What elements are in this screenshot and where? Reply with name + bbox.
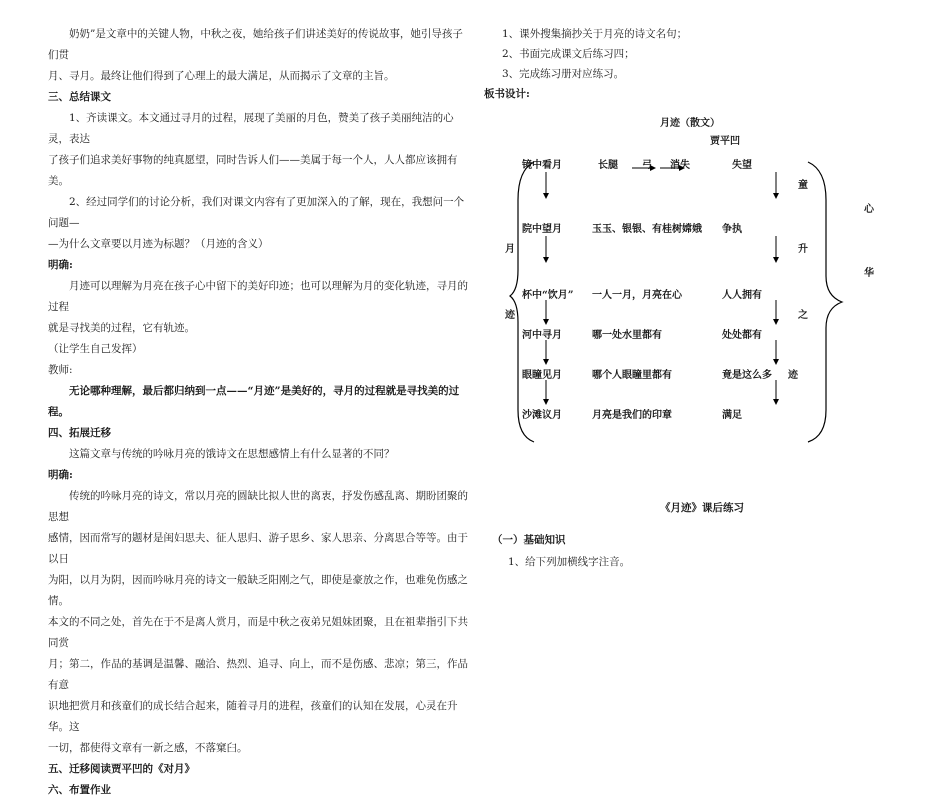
board-col1-item: 镜中看月: [522, 160, 562, 171]
board-col1-item: 杯中“饮月”: [522, 290, 574, 301]
board-left-char: 迹: [505, 310, 515, 321]
board-design-label: 板书设计:: [484, 88, 530, 100]
paragraph: 本文的不同之处，首先在于不是离人赏月，而是中秋之夜弟兄姐妹团聚，且在祖辈指引下共同赏: [48, 616, 468, 649]
conclusion: 无论哪种理解，最后都归纳到一点——“月迹”是美好的，寻月的过程就是寻找美的过程。: [48, 385, 460, 418]
board-col4-char: 迹: [788, 370, 798, 381]
board-col4-char: 升: [798, 244, 808, 255]
board-col1-item: 沙滩议月: [522, 410, 562, 421]
board-col2-item: 一人一月，月亮在心: [592, 290, 682, 301]
exercise-item: 1、给下列加横线字注音。: [508, 556, 631, 568]
paragraph: 月、寻月。最终让他们得到了心理上的最大满足，从而揭示了文章的主旨。: [48, 70, 395, 82]
board-col2-item: 哪一处水里都有: [592, 330, 662, 341]
board-col4-char: 童: [798, 180, 808, 191]
note: （让学生自己发挥）: [48, 343, 143, 355]
right-column: [484, 24, 904, 104]
paragraph: 为阳，以月为阴，因而吟咏月亮的诗文一般缺乏阳刚之气，即使是豪放之作，也难免伤感之情。: [48, 574, 468, 607]
paragraph: 了孩子们追求美好事物的纯真愿望，同时告诉人们——美属于每一个人，人人都应该拥有美。: [48, 154, 458, 187]
paragraph: 感情，因而常写的题材是闺妇思夫、征人思归、游子思乡、家人思亲、分离思合等等。由于以日: [48, 532, 468, 565]
board-col4-char: 之: [798, 310, 808, 321]
section-heading: 四、拓展迁移: [48, 427, 111, 439]
exercise-section-heading: （一）基础知识: [492, 534, 566, 546]
board-col1-item: 眼瞳见月: [522, 370, 562, 381]
exercise-title: 《月迹》课后练习: [660, 502, 744, 514]
board-title: 月迹（散文）: [660, 118, 720, 129]
paragraph: 月迹可以理解为月亮在孩子心中留下的美好印迹；也可以理解为月的变化轨迹，寻月的过程: [48, 280, 468, 313]
paragraph: 奶奶”是文章中的关键人物，中秋之夜，她给孩子们讲述美好的传说故事，她引导孩子们贯: [48, 28, 463, 61]
board-top-mid: 消失: [670, 160, 690, 171]
section-heading: 三、总结课文: [48, 91, 111, 103]
homework-item: 2、书面完成课文后练习四；: [502, 48, 635, 60]
board-col3-item: 竟是这么多: [722, 370, 772, 381]
board-col1-item: 院中望月: [522, 224, 562, 235]
board-col3-item: 争执: [722, 224, 742, 235]
board-col3-item: 失望: [732, 160, 752, 171]
board-top-mid: 弓: [642, 160, 652, 171]
board-author: 贾平凹: [710, 136, 740, 147]
paragraph: 月；第二，作品的基调是温馨、融洽、热烈、追寻、向上，而不是伤感、悲凉；第三，作品有意: [48, 658, 468, 691]
board-col2-item: 长腿: [598, 160, 618, 171]
board-col3-item: 满足: [722, 410, 742, 421]
section-heading: 六、布置作业: [48, 784, 111, 796]
paragraph: 就是寻找美的过程，它有轨迹。: [48, 322, 195, 334]
answer-label: 明确:: [48, 469, 73, 481]
board-col2-item: 玉玉、银银、有桂树嫦娥: [592, 224, 702, 235]
board-col5-char: 心: [864, 204, 874, 215]
board-design: [484, 108, 904, 448]
paragraph: 2、经过同学们的讨论分析，我们对课文内容有了更加深入的了解，现在，我想问一个问题—: [48, 196, 465, 229]
teacher-label: 教师:: [48, 364, 73, 376]
homework-item: 1、课外搜集摘抄关于月亮的诗文名句；: [502, 28, 688, 40]
board-col5-char: 华: [864, 268, 874, 279]
paragraph: —为什么文章要以月迹为标题？（月迹的含义）: [48, 238, 269, 250]
paragraph: 1、齐读课文。本文通过寻月的过程，展现了美丽的月色，赞美了孩子美丽纯洁的心灵，表达: [48, 112, 454, 145]
board-col2-item: 哪个人眼瞳里都有: [592, 370, 672, 381]
board-col3-item: 人人拥有: [722, 290, 762, 301]
answer-label: 明确:: [48, 259, 73, 271]
paragraph: 传统的吟咏月亮的诗文，常以月亮的圆缺比拟人世的离衷，抒发伤感乱离、期盼团聚的思想: [48, 490, 468, 523]
board-col2-item: 月亮是我们的印章: [592, 410, 672, 421]
paragraph: 这篇文章与传统的吟咏月亮的饿诗文在思想感情上有什么显著的不同？: [69, 448, 395, 460]
paragraph: 识地把赏月和孩童们的成长结合起来，随着寻月的进程，孩童们的认知在发展，心灵在升华。这: [48, 700, 458, 733]
board-col1-item: 河中寻月: [522, 330, 562, 341]
board-left-char: 月: [505, 244, 515, 255]
left-column: [48, 24, 468, 801]
homework-item: 3、完成练习册对应练习。: [502, 68, 625, 80]
section-heading: 五、迁移阅读贾平凹的《对月》: [48, 763, 195, 775]
board-col3-item: 处处都有: [722, 330, 762, 341]
paragraph: 一切，都使得文章有一新之感，不落窠臼。: [48, 742, 248, 754]
